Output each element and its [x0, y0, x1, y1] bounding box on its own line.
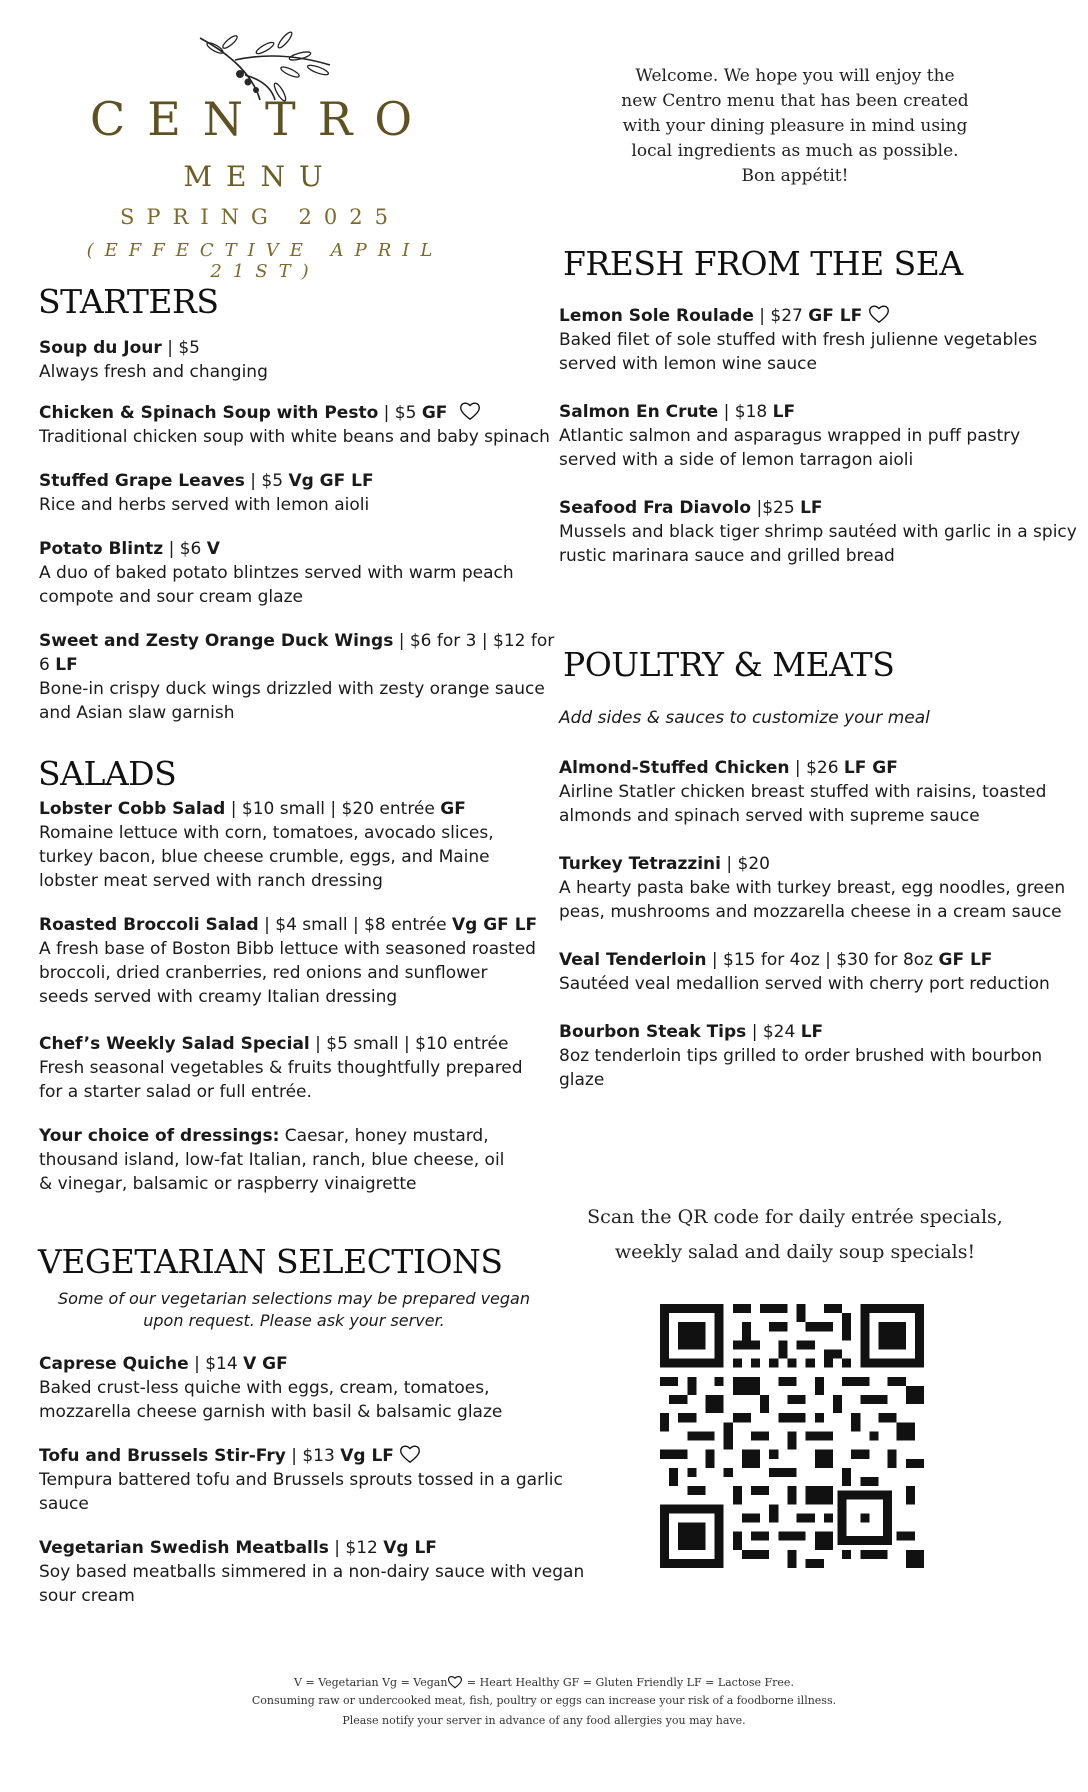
menu-item: Sweet and Zesty Orange Duck Wings | $6 for 3 | $12 for 6 LF Bone-in crispy duck wings drizzled with zesty orange sauce and Asian slaw garnish: [39, 631, 555, 723]
menu-item: Chef’s Weekly Salad Special | $5 small | $10 entrée Fresh seasonal vegetables & fruits thoughtfully prepared for a starter salad or full entrée.: [39, 1034, 523, 1102]
menu-item: Turkey Tetrazzini | $20 A hearty pasta bake with turkey breast, egg noodles, green peas, mushrooms and mozzarella cheese in a cream sauce: [559, 854, 1066, 922]
heart-healthy-icon: [399, 1444, 421, 1464]
section-title-starters: STARTERS: [38, 282, 219, 321]
qr-caption: Scan the QR code for daily entrée specials, weekly salad and daily soup specials!: [587, 1206, 1003, 1263]
food-safety-warning: Consuming raw or undercooked meat, fish, poultry or eggs can increase your risk of a foodborne illness.: [251, 1694, 837, 1707]
menu-item: Stuffed Grape Leaves | $5 Vg GF LF Rice and herbs served with lemon aioli: [39, 471, 374, 515]
menu-item: Caprese Quiche | $14 V GF Baked crust-less quiche with eggs, cream, tomatoes, mozzarella cheese garnish with basil & balsamic glaze: [39, 1354, 503, 1422]
menu-item: Almond-Stuffed Chicken | $26 LF GF Airline Statler chicken breast stuffed with raisins, toasted almonds and spinach served with supreme sauce: [559, 758, 1047, 826]
menu-item: Potato Blintz | $6 V A duo of baked potato blintzes served with warm peach compote and sour cream glaze: [39, 539, 514, 607]
poultry-note: Add sides & sauces to customize your meal: [559, 708, 930, 728]
menu-item: Soup du Jour | $5 Always fresh and changing: [39, 338, 268, 382]
effective-date: (EFFECTIVE APRIL 21ST): [86, 240, 444, 282]
menu-item: Lemon Sole Roulade | $27 GF LF Baked filet of sole stuffed with fresh julienne vegetables served with lemon wine sauce: [559, 306, 1038, 374]
heart-healthy-icon: [459, 401, 481, 421]
menu-item: Bourbon Steak Tips | $24 LF 8oz tenderloin tips grilled to order brushed with bourbon glaze: [559, 1022, 1043, 1090]
section-title-vegetarian: VEGETARIAN SELECTIONS: [38, 1242, 503, 1281]
brand-name: CENTRO: [90, 92, 435, 146]
menu-label: MENU: [183, 160, 337, 193]
menu-item: Seafood Fra Diavolo |$25 LF Mussels and black tiger shrimp sautéed with garlic in a spicy rustic marinara sauce and grilled bread: [559, 498, 1077, 566]
menu-item: Lobster Cobb Salad | $10 small | $20 entrée GF Romaine lettuce with corn, tomatoes, avocado slices, turkey bacon, blue cheese crumble, eggs, and Maine lobster meat served with ranch dressing: [39, 799, 494, 891]
dressings-list: Your choice of dressings: Caesar, honey mustard, thousand island, low-fat Italian, ranch, blue cheese, oil & vinegar, balsamic or raspberry vinaigrette: [39, 1126, 505, 1194]
section-title-salads: SALADS: [38, 754, 177, 793]
menu-item: Veal Tenderloin | $15 for 4oz | $30 for 8oz GF LF Sautéed veal medallion served with cherry port reduction: [559, 950, 1050, 994]
section-title-poultry: POULTRY & MEATS: [563, 645, 895, 684]
legend: V = Vegetarian Vg = Vegan = Heart Healthy GF = Gluten Friendly LF = Lactose Free.: [294, 1676, 794, 1689]
season-label: SPRING 2025: [120, 205, 400, 229]
heart-healthy-icon: [447, 1675, 463, 1689]
menu-item: Vegetarian Swedish Meatballs | $12 Vg LF Soy based meatballs simmered in a non-dairy sauce with vegan sour cream: [39, 1538, 585, 1606]
allergy-notice: Please notify your server in advance of any food allergies you may have.: [342, 1714, 746, 1727]
menu-item: Chicken & Spinach Soup with Pesto | $5 GF Traditional chicken soup with white beans and baby spinach: [39, 403, 550, 447]
welcome-message: Welcome. We hope you will enjoy the new Centro menu that has been created with your dining pleasure in mind using local ingredients as much as possible. Bon appétit!: [621, 66, 969, 186]
section-title-sea: FRESH FROM THE SEA: [563, 244, 963, 283]
menu-item: Roasted Broccoli Salad | $4 small | $8 entrée Vg GF LF A fresh base of Boston Bibb lettuce with seasoned roasted broccoli, dried cranberries, red onions and sunflower seeds served with creamy Italian dressing: [39, 915, 538, 1007]
vegetarian-note: Some of our vegetarian selections may be prepared vegan upon request. Please ask your server.: [58, 1289, 530, 1330]
heart-healthy-icon: [868, 304, 890, 324]
qr-code-icon[interactable]: [660, 1302, 924, 1570]
menu-item: Tofu and Brussels Stir-Fry | $13 Vg LF Tempura battered tofu and Brussels sprouts tossed in a garlic sauce: [39, 1446, 563, 1514]
menu-item: Salmon En Crute | $18 LF Atlantic salmon and asparagus wrapped in puff pastry served with a side of lemon tarragon aioli: [559, 402, 1021, 470]
